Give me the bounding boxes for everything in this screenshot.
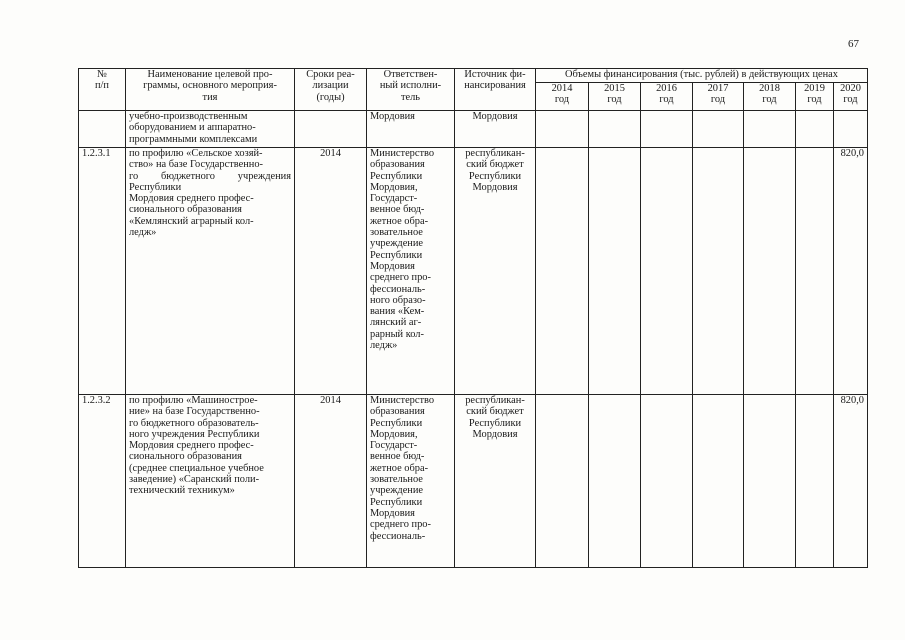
row-value-2018 — [744, 111, 796, 148]
row-name: по профилю «Сельское хозяй- ство» на базе Государственно- го бюджетного учреждения Республики Мордовия среднего профес- сионального образования «Кемлянский аграрный кол- ледж» — [126, 148, 295, 395]
row-value-2020: 820,0 — [834, 395, 868, 568]
row-value-2017 — [693, 395, 744, 568]
page-number: 67 — [848, 38, 859, 50]
row-value-2014 — [536, 148, 589, 395]
header-year-2018: 2018 год — [744, 83, 796, 111]
row-period — [295, 111, 367, 148]
table-row — [79, 148, 868, 395]
row-value-2015 — [589, 148, 641, 395]
header-year-2017: 2017 год — [693, 83, 744, 111]
row-value-2018 — [744, 395, 796, 568]
row-value-2015 — [589, 111, 641, 148]
row-name: по профилю «Машинострое- ние» на базе Государственно- го бюджетного образователь- ного учреждения Республики Мордовия среднего профес- сионального образования (среднее специальное учебное заведение) «Саранский поли- технический техникум» — [126, 395, 295, 568]
row-num: 1.2.3.1 — [79, 148, 126, 395]
row-value-2020 — [834, 111, 868, 148]
table-row — [79, 395, 868, 568]
row-executor: Министерство образования Республики Мордовия, Государст- венное бюд- жетное обра- зовательное учреждение Республики Мордовия среднего про- фессиональ- ного образо- вания «Кем- лянский аг- рарный кол- ледж» — [367, 148, 455, 395]
row-name: учебно-производственным оборудованием и аппаратно- программными комплексами — [126, 111, 295, 148]
row-period: 2014 — [295, 395, 367, 568]
header-period: Сроки реа- лизации (годы) — [295, 69, 367, 111]
header-year-2016: 2016 год — [641, 83, 693, 111]
header-year-2015: 2015 год — [589, 83, 641, 111]
row-value-2019 — [796, 111, 834, 148]
header-source: Источник фи- нансирования — [455, 69, 536, 111]
row-executor: Мордовия — [367, 111, 455, 148]
row-source: Мордовия — [455, 111, 536, 148]
row-value-2017 — [693, 111, 744, 148]
row-value-2019 — [796, 395, 834, 568]
row-source: республикан- ский бюджет Республики Мордовия — [455, 148, 536, 395]
row-value-2016 — [641, 111, 693, 148]
row-value-2015 — [589, 395, 641, 568]
row-value-2014 — [536, 111, 589, 148]
row-value-2016 — [641, 148, 693, 395]
header-funding-group: Объемы финансирования (тыс. рублей) в действующих ценах — [536, 69, 868, 83]
row-period: 2014 — [295, 148, 367, 395]
row-value-2014 — [536, 395, 589, 568]
row-value-2016 — [641, 395, 693, 568]
table-row — [79, 111, 868, 148]
header-name: Наименование целевой про- граммы, основного мероприя- тия — [126, 69, 295, 111]
header-executor: Ответствен- ный исполни- тель — [367, 69, 455, 111]
row-value-2019 — [796, 148, 834, 395]
row-value-2017 — [693, 148, 744, 395]
row-executor: Министерство образования Республики Мордовия, Государст- венное бюд- жетное обра- зовательное учреждение Республики Мордовия среднего про- фессиональ- — [367, 395, 455, 568]
row-value-2020: 820,0 — [834, 148, 868, 395]
row-num: 1.2.3.2 — [79, 395, 126, 568]
financing-table — [78, 68, 868, 568]
header-year-2014: 2014 год — [536, 83, 589, 111]
row-num — [79, 111, 126, 148]
row-source: республикан- ский бюджет Республики Мордовия — [455, 395, 536, 568]
header-num: № п/п — [79, 69, 126, 111]
header-year-2019: 2019 год — [796, 83, 834, 111]
header-year-2020: 2020 год — [834, 83, 868, 111]
row-value-2018 — [744, 148, 796, 395]
